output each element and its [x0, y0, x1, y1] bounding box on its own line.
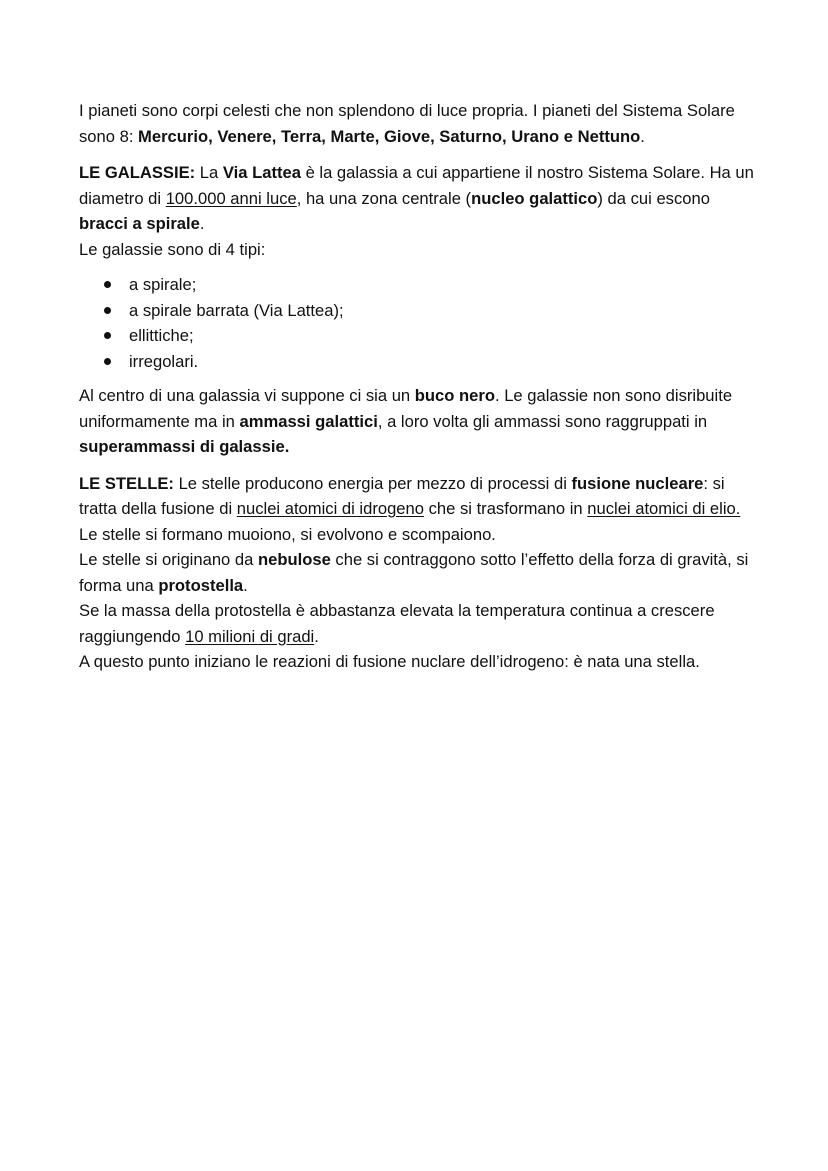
idrogeno-term: nuclei atomici di idrogeno [236, 499, 424, 518]
galassie-text: Al centro di una galassia vi suppone ci sia un [79, 386, 415, 405]
galassie-text: , a loro volta gli ammassi sono raggruppati in [377, 411, 708, 431]
list-item: irregolari. [79, 349, 759, 375]
nebulose-term: nebulose [257, 550, 331, 569]
bracci-term: bracci a spirale [79, 214, 200, 233]
gradi-value: 10 milioni di gradi [185, 626, 315, 646]
list-item: a spirale; [79, 272, 759, 298]
stelle-text: che si contraggono sotto l’effetto della forza di gravità, si forma una [79, 550, 749, 595]
stelle-text: : si tratta della fusione di [79, 473, 725, 518]
document-body [79, 98, 759, 675]
nucleo-term: nucleo galattico [471, 188, 598, 208]
stelle-text: . [314, 626, 319, 646]
galassie-tipi-list [79, 272, 759, 374]
stelle-text: Le stelle producono energia per mezzo di processi di [173, 473, 572, 493]
stelle-line-2: Le stelle si formano muoiono, si evolvono e scompaiono. [79, 524, 496, 544]
stelle-heading: LE STELLE: [79, 473, 174, 493]
galassie-text: , ha una zona centrale ( [296, 188, 472, 208]
planets-list: Mercurio, Venere, Terra, Marte, Giove, Saturno, Urano e Nettuno [138, 126, 641, 146]
superammassi-term: superammassi di galassie. [79, 437, 290, 456]
galassie-text: è la galassia a cui appartiene il nostro Sistema Solare. Ha un diametro di [79, 163, 754, 208]
stelle-text: Le stelle si originano da [79, 550, 258, 569]
via-lattea-term: Via Lattea [222, 163, 301, 182]
galassie-text: ) da cui escono [597, 188, 710, 208]
galassie-paragraph-2 [79, 383, 759, 460]
intro-text: I pianeti sono corpi celesti che non splendono di luce propria. I pianeti del Sistema Solare sono 8: [79, 101, 735, 146]
galassie-text: . [199, 214, 205, 233]
list-item: a spirale barrata (Via Lattea); [79, 298, 759, 324]
galassie-heading: LE GALASSIE: [79, 163, 196, 182]
stelle-line-4 [79, 598, 759, 649]
fusione-term: fusione nucleare [571, 473, 704, 493]
stelle-line-5: A questo punto iniziano le reazioni di fusione nuclare dell’idrogeno: è nata una stella. [79, 652, 700, 671]
buco-nero-term: buco nero [414, 386, 495, 405]
intro-paragraph [79, 98, 759, 149]
stelle-text: che si trasformano in [424, 499, 588, 518]
stelle-paragraph [79, 471, 759, 522]
stelle-text: . [243, 575, 248, 595]
galassie-text: . Le galassie non sono disribuite uniformamente ma in [79, 386, 733, 431]
diametro-value: 100.000 anni luce [165, 188, 297, 208]
stelle-text: Se la massa della protostella è abbastanza elevata la temperatura continua a crescere raggiungendo [79, 601, 715, 646]
list-item: ellittiche; [79, 323, 759, 349]
intro-end: . [640, 126, 645, 146]
ammassi-term: ammassi galattici [239, 411, 378, 431]
galassie-tipi-intro: Le galassie sono di 4 tipi: [79, 239, 266, 259]
elio-term: nuclei atomici di elio. [587, 499, 741, 518]
stelle-line-3 [79, 547, 759, 598]
galassie-text: La [195, 163, 223, 182]
galassie-paragraph [79, 160, 759, 237]
protostella-term: protostella [158, 575, 244, 595]
